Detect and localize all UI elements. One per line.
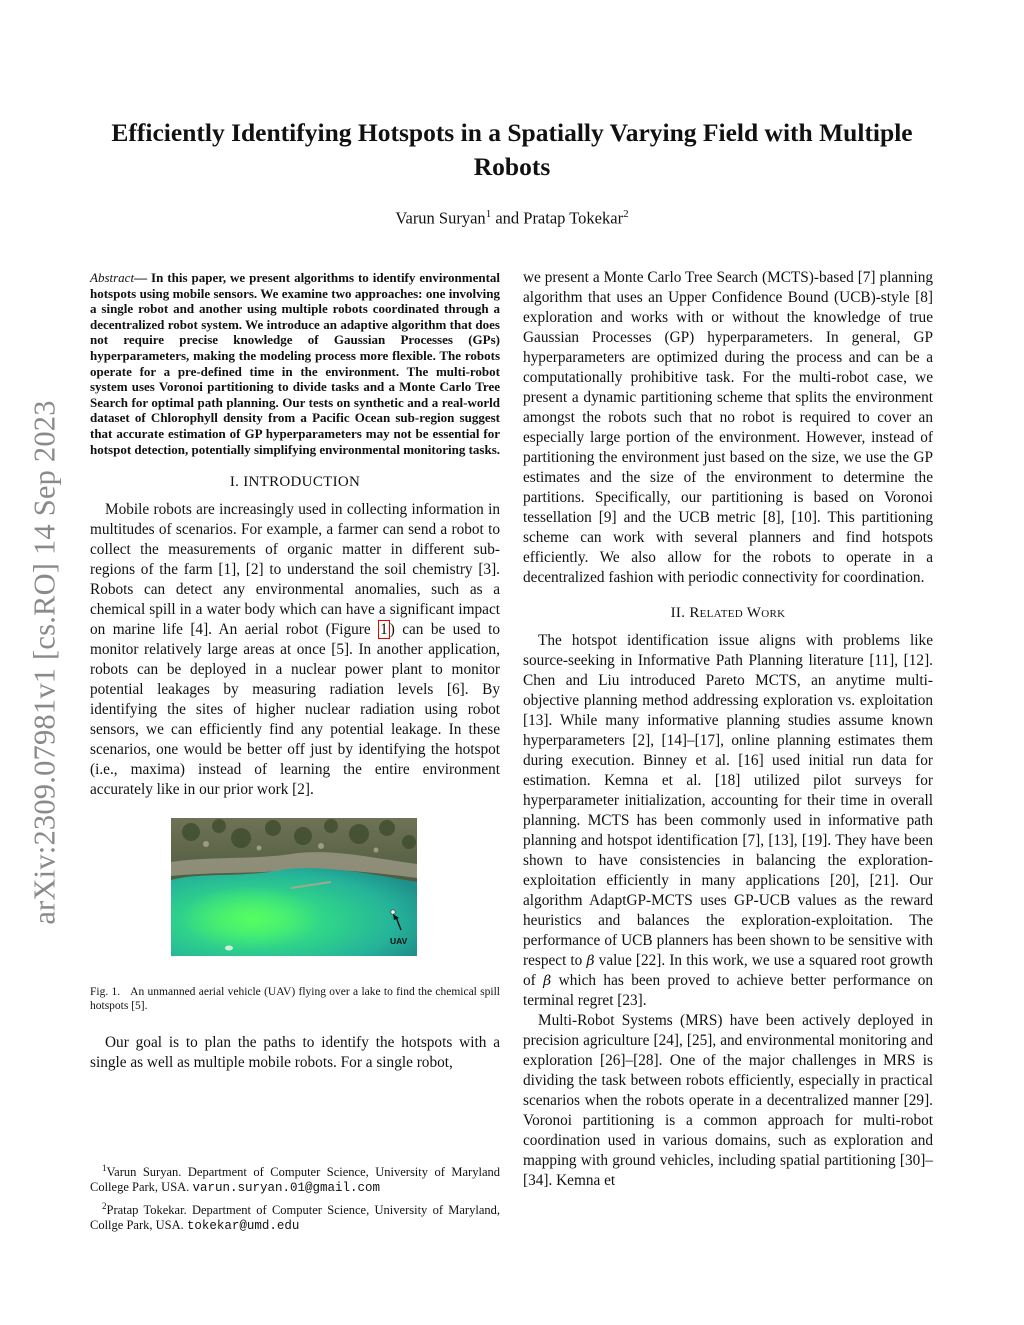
email-link[interactable]: tokekar@umd.edu — [186, 1219, 300, 1234]
figure-label: Fig. 1. — [90, 986, 121, 999]
footnote-mark: 2 — [102, 1201, 107, 1212]
author-conjunction: and — [491, 208, 524, 228]
footnote-text: Varun Suryan. Department of Computer Science, University of Maryland College Park, USA. — [90, 1165, 500, 1195]
paragraph-text: Mobile robots are increasingly used in collecting information in multitudes of scenarios. For example, a farmer can send a robot to collect the measurements of organic matter in different sub-regions of the farm [1], [2] to understand the soil chemistry [3]. Robots can detect any environmental anomalies, such as a chemical spill in a water body which can have a significant impact on marine life [4]. An aerial robot (Figure — [90, 501, 500, 639]
footnote-2 — [90, 1199, 500, 1234]
footnote-text: Pratap Tokekar. Department of Computer Science, University of Maryland, Collge Park, USA. — [90, 1203, 500, 1233]
abstract-text: In this paper, we present algorithms to identify environmental hotspots using mobile sensors. We examine two approaches: one involving a single robot and another using multiple robots coordinated through a decentralized robot system. We introduce an adaptive algorithm that does not require precise knowledge of Gaussian Processes (GPs) hyperparameters, making the modeling process more flexible. The robots operate for a pre-defined time in the environment. The multi-robot system uses Voronoi partitioning to divide tasks and a Monte Carlo Tree Search for optimal path planning. Our tests on synthetic and a real-world dataset of Chlorophyll density from a Pacific Ocean sub-region suggest that accurate estimation of GP hyperparameters may not be essential for hotspot detection, potentially simplifying environmental monitoring tasks. — [90, 270, 501, 457]
paragraph-text: ) can be used to monitor relatively large areas at once [5]. In another application, robots can be deployed in a nuclear power plant to monitor potential leakages by measuring radiation levels [6]. By identifying the sites of higher nuclear radiation using robot sensors, we can efficiently find any potential leakage. In these scenarios, one would be better off just by identifying the hotspot (i.e., maxima) instead of learning the entire environment accurately like in our prior work [2]. — [90, 621, 500, 799]
beta-symbol: β — [586, 953, 595, 969]
paragraph-text: which has been proved to achieve better performance on terminal regret [23]. — [523, 972, 933, 1009]
section-heading-introduction: I. INTRODUCTION — [229, 474, 361, 491]
caption-text: An unmanned aerial vehicle (UAV) flying over a lake to find the chemical spill hotspots [5]. — [90, 986, 500, 1013]
intro-paragraph-2: Our goal is to plan the paths to identify the hotspots with a single as well as multiple mobile robots. For a single robot, — [90, 1034, 500, 1072]
paragraph-text: value [22]. In this work, we use a squared root growth of — [523, 952, 933, 989]
right-column — [523, 268, 933, 1191]
beta-symbol: β — [543, 973, 552, 989]
abstract — [90, 270, 500, 457]
section-heading-related-work: II. Related Work — [670, 605, 786, 621]
figure-uav-lake-photo — [171, 818, 417, 956]
intro-continuation-paragraph: we present a Monte Carlo Tree Search (MCTS)-based [7] planning algorithm that uses an Upper Confidence Bound (UCB)-style [8] exploration and works with or without the knowledge of true Gaussian Processes (GP) hyperparameters. In general, GP hyperparameters are optimized during the process and can be a computationally prohibitive task. For the multi-robot case, we present a dynamic partitioning scheme that splits the environment amongst the robots such that no robot is required to cover an especially large portion of the environment. However, instead of partitioning the environment just based on the size, we use the GP estimates and the size of the environment to determine the partitions. Specifically, our partitioning is based on Voronoi tessellation [9] and the UCB metric [8], [10]. This partitioning scheme can work with several planners and find hotspots efficiently. We also allow for the robots to operate in a decentralized fashion with periodic connectivity for coordination. — [523, 269, 933, 586]
author-name: Pratap Tokekar — [523, 208, 624, 228]
figure-caption — [90, 985, 500, 1013]
arxiv-id-text: arXiv:2309.07981v1 [cs.RO] 14 Sep 2023 — [27, 399, 62, 925]
uav-label: UAV — [390, 936, 408, 947]
affiliation-mark: 1 — [485, 208, 492, 220]
related-work-paragraph-1 — [523, 631, 933, 1011]
lake-photo-illustration — [171, 818, 417, 956]
footnotes — [90, 1161, 500, 1237]
paper-title: Efficiently Identifying Hotspots in a Spatially Varying Field with Multiple Robots — [111, 118, 913, 181]
author-name: Varun Suryan — [395, 208, 486, 228]
footnote-mark: 1 — [102, 1163, 107, 1173]
related-work-paragraph-2: Multi-Robot Systems (MRS) have been actively deployed in precision agriculture [24], [25], and environmental monitoring and exploration [26]–[28]. One of the major challenges in MRS is dividing the task between robots efficiently, especially in practical scenarios when the robots operate in a decentralized manner [29]. Voronoi partitioning is a common approach for multi-robot coordination used in various domains, such as exploration and mapping with ground vehicles, including spatial partitioning [30]–[34]. Kemna et — [523, 1012, 933, 1189]
arxiv-side-stamp — [28, 352, 62, 972]
intro-paragraph-1 — [90, 500, 500, 800]
left-column — [90, 270, 500, 1073]
footnote-1 — [90, 1161, 500, 1196]
abstract-dash: — — [134, 270, 152, 285]
author-line — [110, 208, 914, 229]
figure-link[interactable]: 1 — [380, 621, 388, 639]
email-link[interactable]: varun.suryan.01@gmail.com — [192, 1181, 380, 1196]
abstract-label: Abstract — [90, 270, 135, 285]
affiliation-mark: 2 — [623, 208, 629, 220]
paragraph-text: The hotspot identification issue aligns with problems like source-seeking in Informative Path Planning literature [11], [12]. Chen and Liu introduced Pareto MCTS, an anytime multi-objective planning method addressing exploration vs. exploitation [13]. While many informative planning studies assume known hyperparameters [2], [14]–[17], online planning estimates them during execution. Binney et al. [16] used initial run data for estimation. Kemna et al. [18] utilized pilot surveys for hyperparameter initialization, accounting for their time in overall planning. MCTS has been commonly used in informative path planning and hotspot identification [7], [13], [19]. They have been shown to have consistencies in balancing the exploration-exploitation efficiently in many applications [20], [21]. Our algorithm AdaptGP-MCTS uses GP-UCB values as the reward heuristics and balances the exploration-exploitation. The performance of UCB planners has been shown to be sensitive with respect to — [523, 632, 933, 969]
